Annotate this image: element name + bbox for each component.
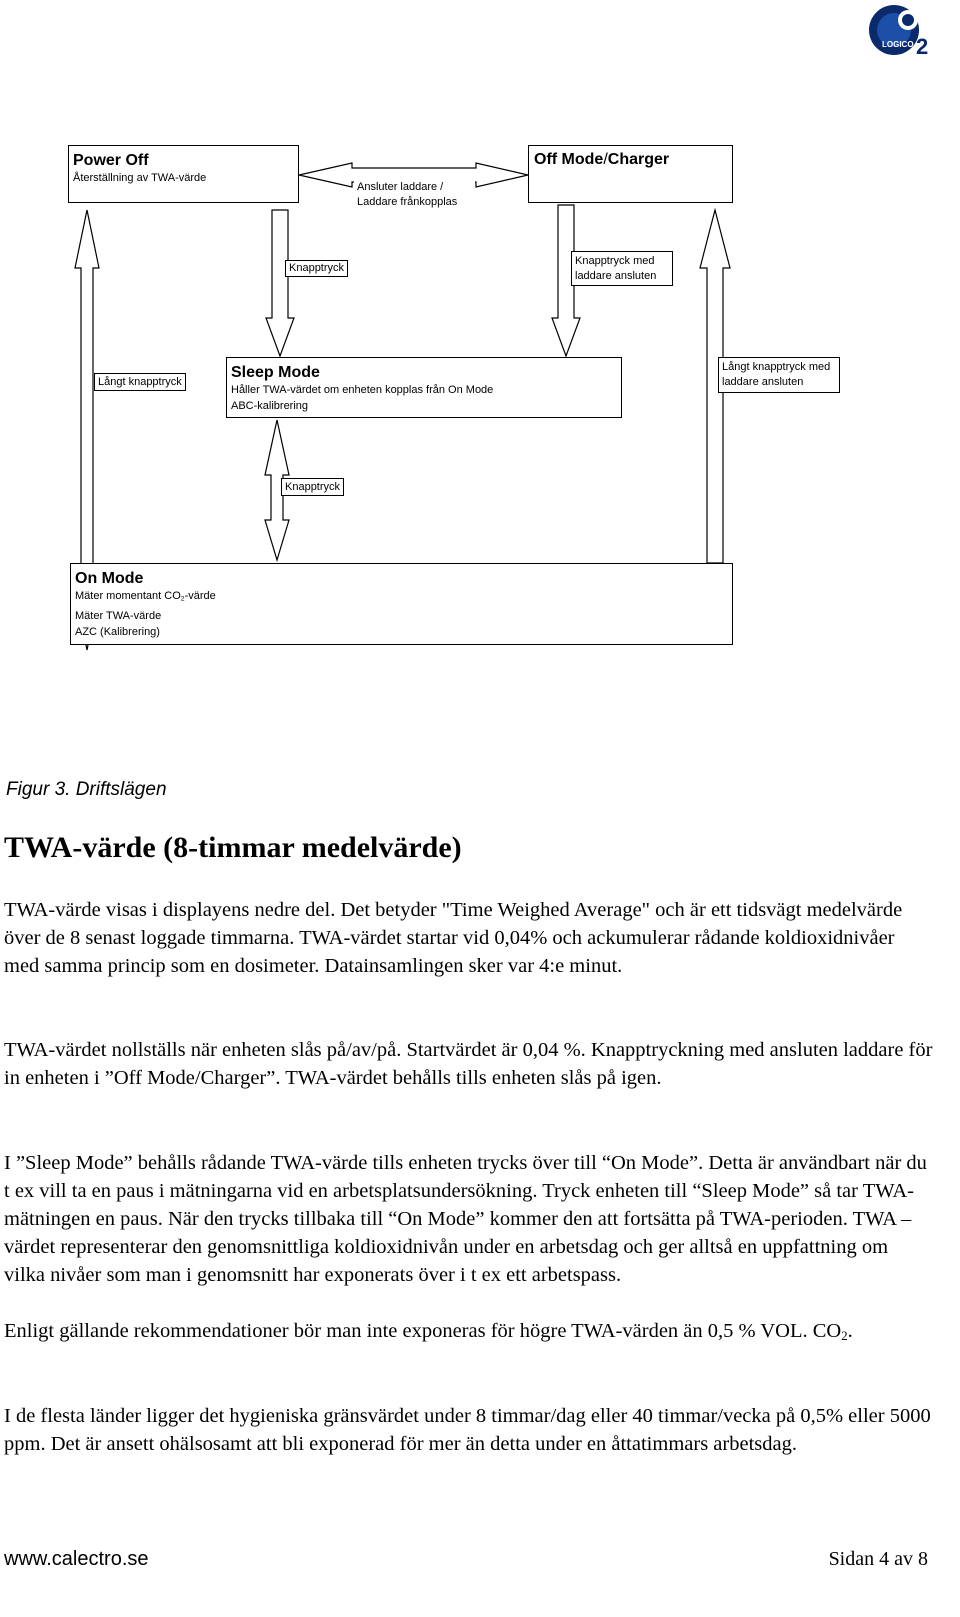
paragraph-1: TWA-värde visas i displayens nedre del. Det betyder "Time Weighed Average" och är ett tidsvägt medelvärde över de 8 senast loggade timmarna. TWA-värdet startar vid 0,04% och ackumulerar rådande koldioxidnivåer med samma princip som en dosimeter. Datainsamlingen sker var 4:e minut. [4, 899, 903, 977]
knapptryck-med-laddare-label [571, 251, 673, 286]
paragraph-2: TWA-värdet nollställs när enheten slås på/av/på. Startvärdet är 0,04 %. Knapptryckning med ansluten laddare för in enheten i ”Off Mode/Charger”. TWA-värdet behålls tills enheten slås på igen. [4, 1039, 933, 1089]
knapptryck-label-2: Knapptryck [281, 478, 344, 496]
knapptryck-label-1: Knapptryck [285, 260, 348, 277]
on-mode-line2: Mäter TWA-värde [75, 609, 162, 622]
off-mode-title [534, 151, 732, 169]
power-off-title: Power Off [73, 152, 149, 169]
paragraph-4-b: . [847, 1320, 853, 1342]
on-mode-line3: AZC (Kalibrering) [75, 625, 160, 638]
paragraph-3: I ”Sleep Mode” behålls rådande TWA-värde tills enheten trycks över till “On Mode”. Detta är användbart när du t ex vill ta en paus i mätningarna vid en arbetsplatsundersökning. Tryck enheten till “Sleep Mode” så tar TWA-mätningen en paus. När den trycks tillbaka till “On Mode” kommer den att fortsätta på TWA-perioden. TWA – värdet representerar den genomsnittliga koldioxidnivån under en arbetsdag och ger alltså en uppfattning om vilka nivåer som man i genomsnitt har exponerats över i t ex ett arbetspass. [4, 1152, 927, 1286]
on-mode-line1 [75, 588, 732, 608]
on-mode-line1-b: -värde [184, 590, 216, 602]
langt-med-line1: Långt knapptryck med [722, 361, 831, 373]
arrow-power-to-sleep [266, 210, 294, 356]
paragraph-4 [4, 1317, 934, 1350]
footer-page-number: Sidan 4 av 8 [828, 1548, 928, 1570]
paragraph-4-sub: 2 [841, 1329, 848, 1344]
section-heading: TWA-värde (8-timmar medelvärde) [4, 831, 462, 864]
sleep-mode-box [226, 357, 622, 418]
paragraph-5: I de flesta länder ligger det hygieniska gränsvärdet under 8 timmar/dag eller 40 timmar/vecka på 0,5% eller 5000 ppm. Det är ansett ohälsosamt att bli exponerad för mer än detta under en åttatimmars arbetsdag. [4, 1405, 931, 1455]
knapptryck-med-line2: laddare ansluten [575, 270, 657, 282]
off-mode-charger-box [528, 145, 733, 203]
off-mode-title-a: Off Mode [534, 151, 604, 168]
knapptryck-med-line1: Knapptryck med [575, 255, 655, 267]
off-mode-title-sep: / [603, 151, 608, 168]
on-mode-box [70, 563, 733, 645]
charger-connection-label [354, 180, 475, 213]
charger-label-line2: Laddare frånkopplas [357, 196, 458, 208]
sleep-mode-title: Sleep Mode [231, 364, 320, 381]
paragraph-4-a: Enligt gällande rekommendationer bör man inte exponeras för högre TWA-värden än 0,5 % VOL. CO [4, 1320, 842, 1342]
off-mode-title-b: Charger [607, 151, 670, 168]
sleep-mode-line2: ABC-kalibrering [231, 400, 309, 412]
langt-knapptryck-label: Långt knapptryck [94, 373, 186, 391]
langt-knapptryck-med-laddare-label [718, 357, 840, 393]
power-off-box [68, 145, 299, 203]
charger-label-line1: Ansluter laddare / [357, 181, 444, 193]
sleep-mode-line1: Håller TWA-värdet om enheten kopplas från On Mode [231, 384, 494, 396]
on-mode-line1-a: Mäter momentant CO [75, 590, 181, 602]
logo-text: LOGICO [882, 40, 914, 49]
power-off-line: Återställning av TWA-värde [73, 172, 207, 184]
figure-caption: Figur 3. Driftslägen [6, 779, 167, 800]
on-mode-line1-sub: 2 [180, 595, 185, 603]
langt-med-line2: laddare ansluten [722, 376, 804, 388]
footer-website: www.calectro.se [4, 1548, 149, 1570]
logo-subscript: 2 [916, 34, 929, 58]
on-mode-title: On Mode [75, 570, 144, 587]
